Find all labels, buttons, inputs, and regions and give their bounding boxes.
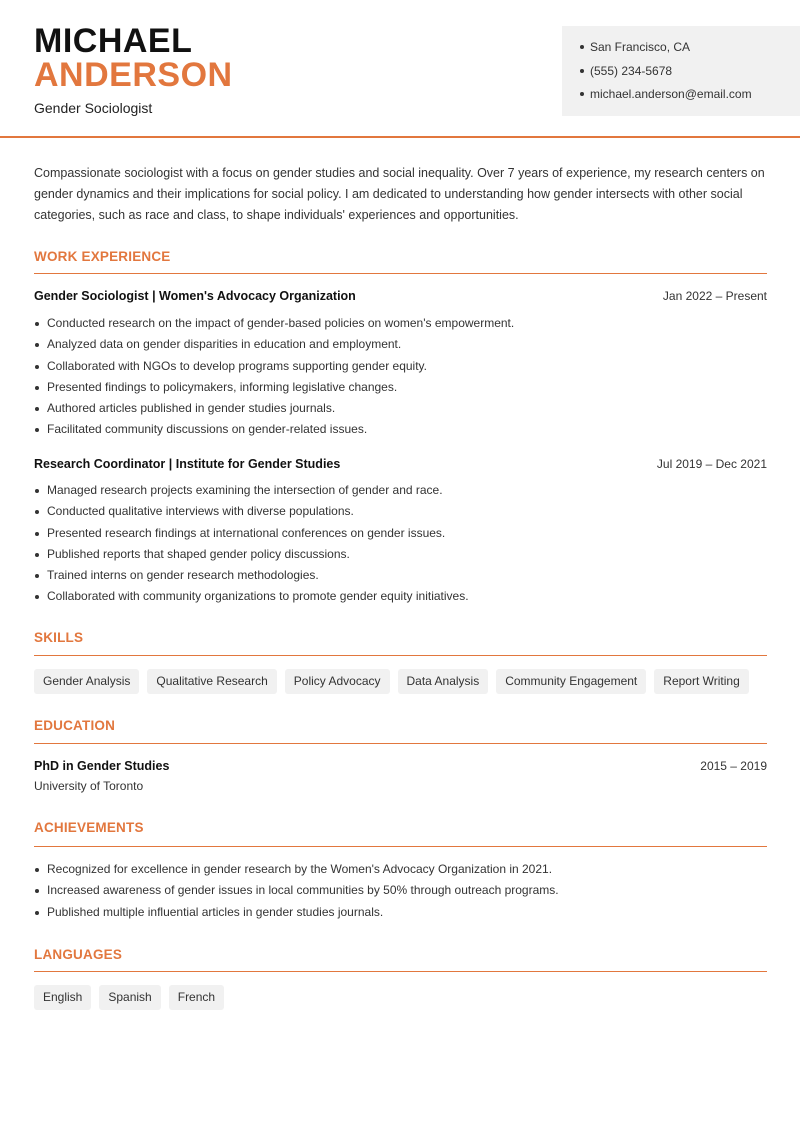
skill-chip: Qualitative Research [147, 669, 276, 694]
achievements-section-title: ACHIEVEMENTS [34, 820, 144, 835]
contact-phone [580, 62, 800, 86]
bullet-icon [35, 595, 39, 599]
contact-location [580, 38, 800, 62]
job-title: Gender Sociologist [34, 100, 153, 116]
bullet-icon [580, 92, 584, 96]
skill-chip: Policy Advocacy [285, 669, 390, 694]
bullet-icon [35, 574, 39, 578]
list-item [34, 904, 767, 925]
bullet-icon [35, 510, 39, 514]
education-dates: 2015 – 2019 [700, 759, 767, 773]
list-item [34, 315, 767, 336]
last-name: ANDERSON [34, 56, 233, 94]
list-item [34, 421, 767, 442]
bullet-icon [35, 322, 39, 326]
section-divider [34, 971, 767, 972]
contact-email [580, 85, 800, 109]
bullet-icon [35, 532, 39, 536]
bullet-icon [35, 868, 39, 872]
list-item-text: Published multiple influential articles in gender studies journals. [47, 905, 384, 920]
list-item [34, 400, 767, 421]
contact-location-text: San Francisco, CA [590, 40, 691, 54]
bullet-icon [35, 911, 39, 915]
list-item-text: Published reports that shaped gender policy discussions. [47, 546, 350, 561]
list-item [34, 503, 767, 524]
list-item [34, 546, 767, 567]
bullet-icon [35, 343, 39, 347]
contact-email-text: michael.anderson@email.com [590, 87, 752, 101]
bullet-icon [35, 889, 39, 893]
bullet-icon [35, 386, 39, 390]
list-item-text: Collaborated with NGOs to develop programs supporting gender equity. [47, 358, 427, 373]
list-item-text: Facilitated community discussions on gender-related issues. [47, 422, 368, 437]
job-bullets [34, 482, 767, 610]
list-item-text: Managed research projects examining the intersection of gender and race. [47, 483, 443, 497]
list-item-text: Authored articles published in gender studies journals. [47, 401, 336, 416]
job-header [34, 457, 767, 471]
contact-phone-text: (555) 234-5678 [590, 63, 673, 78]
bullet-icon [35, 428, 39, 432]
section-divider [34, 743, 767, 744]
language-chip: French [169, 985, 224, 1010]
job-dates: Jan 2022 – Present [662, 289, 767, 303]
list-item [34, 482, 767, 503]
list-item-text: Increased awareness of gender issues in local communities by 50% through outreach programs. [47, 883, 559, 898]
job-role: Gender Sociologist | Women's Advocacy Organization [34, 289, 356, 303]
list-item-text: Collaborated with community organizations to promote gender equity initiatives. [47, 589, 469, 604]
languages-list [34, 985, 224, 1010]
bullet-icon [580, 69, 584, 73]
language-chip: Spanish [99, 985, 160, 1010]
list-item-text: Trained interns on gender research methodologies. [47, 568, 319, 583]
section-divider [34, 655, 767, 656]
job-role: Research Coordinator | Institute for Gender Studies [34, 457, 341, 471]
bullet-icon [35, 365, 39, 369]
list-item [34, 861, 767, 882]
skill-chip: Data Analysis [398, 669, 489, 694]
list-item-text: Presented research findings at international conferences on gender issues. [47, 525, 446, 540]
bullet-icon [580, 45, 584, 49]
skill-chip: Community Engagement [496, 669, 646, 694]
education-section-title: EDUCATION [34, 718, 116, 733]
education-school: University of Toronto [34, 779, 144, 793]
language-chip: English [34, 985, 91, 1010]
list-item [34, 525, 767, 546]
skills-section-title: SKILLS [34, 630, 84, 645]
work-section-title: WORK EXPERIENCE [34, 249, 171, 264]
job-dates: Jul 2019 – Dec 2021 [656, 457, 767, 471]
skills-list [34, 669, 749, 694]
list-item [34, 567, 767, 588]
section-divider [34, 273, 767, 274]
job-bullets [34, 315, 767, 443]
skill-chip: Report Writing [654, 669, 748, 694]
achievements-list [34, 861, 767, 926]
education-degree: PhD in Gender Studies [34, 759, 170, 773]
job-header [34, 289, 767, 303]
list-item [34, 358, 767, 379]
list-item-text: Analyzed data on gender disparities in education and employment. [47, 337, 402, 352]
resume-header [0, 0, 800, 138]
list-item [34, 882, 767, 904]
list-item [34, 336, 767, 357]
list-item-text: Conducted research on the impact of gender-based policies on women's empowerment. [47, 316, 515, 330]
list-item-text: Conducted qualitative interviews with diverse populations. [47, 504, 354, 519]
languages-section-title: LANGUAGES [34, 947, 123, 962]
bullet-icon [35, 489, 39, 493]
summary: Compassionate sociologist with a focus on gender studies and social inequality. Over 7 years of experience, my research centers on gender dynamics and their implications for social policy. I am dedicated to understanding how gender intersects with other social categories, such as race and class, to shape individuals' experiences and opportunities. [34, 166, 765, 222]
list-item-text: Presented findings to policymakers, informing legislative changes. [47, 379, 398, 394]
section-divider [34, 846, 767, 847]
contact-box [562, 26, 800, 116]
list-item-text: Recognized for excellence in gender research by the Women's Advocacy Organization in 2021. [47, 862, 553, 876]
bullet-icon [35, 407, 39, 411]
first-name: MICHAEL [34, 22, 193, 60]
list-item [34, 588, 767, 609]
bullet-icon [35, 553, 39, 557]
list-item [34, 379, 767, 400]
skill-chip: Gender Analysis [34, 669, 139, 694]
